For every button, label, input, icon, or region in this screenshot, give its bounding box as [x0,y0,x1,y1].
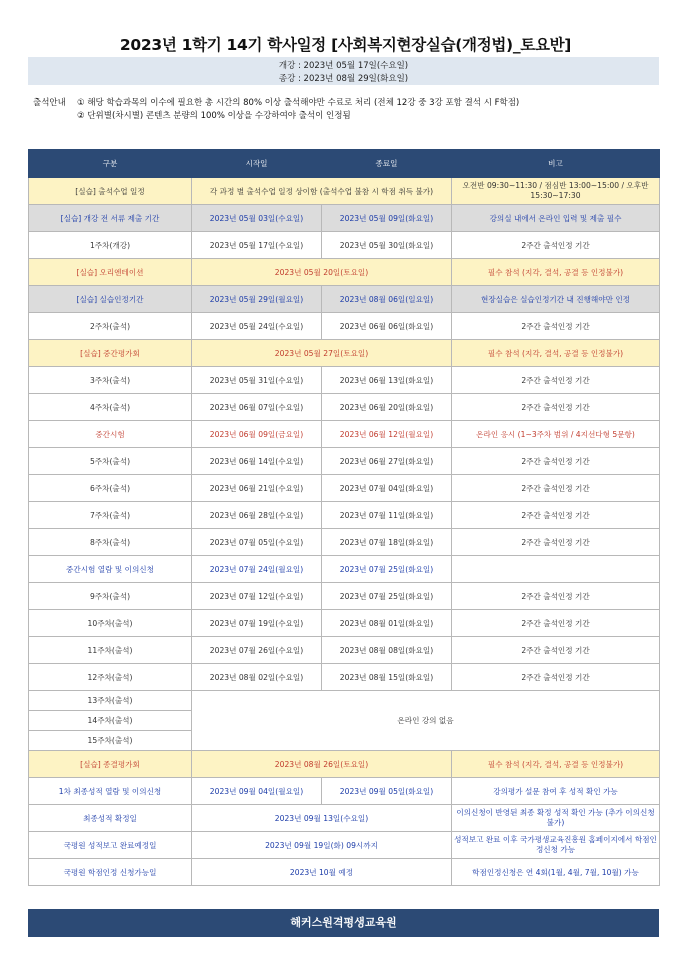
table-cell: 2023년 05월 17일(수요일) [192,232,322,259]
table-cell: 2주간 출석인정 기간 [452,610,660,637]
table-cell: [실습] 오리엔테이션 [29,259,192,286]
table-cell: 2023년 06월 20일(화요일) [322,394,452,421]
notice-line-1: ① 해당 학습과목의 이수에 필요한 총 시간의 80% 이상 출석해야만 수료로 처리 (전체 12강 중 3강 포함 결석 시 F학점) [77,98,520,108]
table-cell: 2023년 07월 04일(화요일) [322,475,452,502]
table-row [29,529,660,556]
table-cell: [실습] 종결평가회 [29,751,192,778]
table-row [29,610,660,637]
table-row [29,859,660,886]
table-cell: 1차 최종성적 열람 및 이의신청 [29,778,192,805]
table-cell: 2023년 06월 14일(수요일) [192,448,322,475]
table-cell: 2023년 06월 07일(수요일) [192,394,322,421]
schedule-table [28,149,660,886]
table-cell: 성적보고 완료 이후 국가평생교육진흥원 홈페이지에서 학점인정신청 가능 [452,832,660,859]
table-cell: 6주차(출석) [29,475,192,502]
table-cell: 최종성적 확정일 [29,805,192,832]
table-cell: 2023년 08월 26일(토요일) [192,751,452,778]
table-header-row [29,150,660,178]
table-cell: 국평원 학점인정 신청가능일 [29,859,192,886]
table-cell: 3주차(출석) [29,367,192,394]
table-cell: 2023년 10월 예정 [192,859,452,886]
table-cell: 2주간 출석인정 기간 [452,529,660,556]
table-cell: 2주간 출석인정 기간 [452,583,660,610]
table-cell: 오전반 09:30~11:30 / 점심반 13:00~15:00 / 오후반 15:30~17:30 [452,178,660,205]
table-cell: 2023년 09월 19일(화) 09시까지 [192,832,452,859]
footer-brand: 해커스원격평생교육원 [28,909,659,937]
table-cell: 2023년 08월 02일(수요일) [192,664,322,691]
table-row [29,259,660,286]
table-cell: 2주간 출석인정 기간 [452,232,660,259]
table-row [29,583,660,610]
table-cell: 2023년 06월 09일(금요일) [192,421,322,448]
table-row [29,448,660,475]
table-row [29,286,660,313]
table-cell: 2023년 06월 06일(화요일) [322,313,452,340]
table-cell: 2주간 출석인정 기간 [452,367,660,394]
table-cell: 14주차(출석) [29,711,192,731]
table-cell: 2023년 05월 31일(수요일) [192,367,322,394]
table-cell: 2023년 07월 19일(수요일) [192,610,322,637]
table-cell: 2023년 07월 26일(수요일) [192,637,322,664]
page-title: 2023년 1학기 14기 학사일정 [사회복지현장실습(개정법)_토요반] [119,36,572,54]
table-cell: 9주차(출석) [29,583,192,610]
table-cell: 2023년 06월 27일(화요일) [322,448,452,475]
table-cell: 2023년 08월 06일(일요일) [322,286,452,313]
table-cell: 2023년 06월 13일(화요일) [322,367,452,394]
table-cell: 중간시험 [29,421,192,448]
table-cell: 10주차(출석) [29,610,192,637]
table-cell: 2주간 출석인정 기간 [452,637,660,664]
table-cell: 2023년 06월 28일(수요일) [192,502,322,529]
term-dates [28,57,659,85]
table-row [29,832,660,859]
table-cell: 학점인정신청은 연 4회(1월, 4월, 7월, 10월) 가능 [452,859,660,886]
table-cell: [실습] 중간평가회 [29,340,192,367]
table-cell: 15주차(출석) [29,731,192,751]
table-row [29,178,660,205]
table-cell: 2주간 출석인정 기간 [452,448,660,475]
table-cell: 2023년 05월 20일(토요일) [192,259,452,286]
table-cell: 2023년 09월 04일(월요일) [192,778,322,805]
table-cell: 2023년 05월 09일(화요일) [322,205,452,232]
table-cell: 2023년 07월 05일(수요일) [192,529,322,556]
table-row [29,367,660,394]
table-cell: 12주차(출석) [29,664,192,691]
table-row [29,778,660,805]
notice-label: 출석안내 [33,98,66,108]
table-cell: 2주간 출석인정 기간 [452,313,660,340]
table-cell: 2주간 출석인정 기간 [452,394,660,421]
table-cell: 2023년 09월 05일(화요일) [322,778,452,805]
table-body [29,178,660,886]
table-row [29,691,660,711]
table-cell: 2023년 07월 12일(수요일) [192,583,322,610]
table-cell: [실습] 실습인정기간 [29,286,192,313]
table-row [29,313,660,340]
table-row [29,502,660,529]
table-row [29,232,660,259]
notice-line-2: ② 단위별(차시별) 콘텐츠 분량의 100% 이상을 수강하여야 출석이 인정됨 [77,111,351,121]
close-date: 종강 : 2023년 08월 29일(화요일) [278,74,409,84]
table-cell: 2023년 05월 30일(화요일) [322,232,452,259]
table-cell: 2023년 05월 29일(월요일) [192,286,322,313]
table-cell: 필수 참석 (지각, 결석, 공결 등 인정불가) [452,259,660,286]
table-cell: 강의평가 설문 참여 후 성적 확인 가능 [452,778,660,805]
table-cell: 2023년 06월 21일(수요일) [192,475,322,502]
table-cell: 2023년 08월 15일(화요일) [322,664,452,691]
table-row [29,637,660,664]
table-cell: 각 과정 별 출석수업 일정 상이함 (출석수업 불참 시 학점 취득 불가) [192,178,452,205]
table-cell: [실습] 출석수업 일정 [29,178,192,205]
table-cell: 2023년 05월 27일(토요일) [192,340,452,367]
header-category: 구분 [29,150,192,178]
open-date: 개강 : 2023년 05월 17일(수요일) [278,61,409,71]
table-cell: 국평원 성적보고 완료예정일 [29,832,192,859]
table-cell: 온라인 응시 (1~3주차 범위 / 4지선다형 5문항) [452,421,660,448]
table-row [29,394,660,421]
header-end: 종료일 [322,150,452,178]
table-cell: 강의실 내에서 온라인 입력 및 제출 필수 [452,205,660,232]
table-cell: 2주간 출석인정 기간 [452,664,660,691]
table-cell: 2023년 07월 18일(화요일) [322,529,452,556]
table-row [29,751,660,778]
table-cell: 필수 참석 (지각, 결석, 공결 등 인정불가) [452,340,660,367]
table-cell: 8주차(출석) [29,529,192,556]
table-cell: 2023년 07월 25일(화요일) [322,556,452,583]
table-cell: 2023년 07월 11일(화요일) [322,502,452,529]
table-row [29,556,660,583]
table-cell: 4주차(출석) [29,394,192,421]
table-cell: 필수 참석 (지각, 결석, 공결 등 인정불가) [452,751,660,778]
table-cell: 2023년 05월 03일(수요일) [192,205,322,232]
table-row [29,664,660,691]
table-cell: 2023년 07월 24일(월요일) [192,556,322,583]
header-start: 시작일 [192,150,322,178]
table-cell: 2023년 07월 25일(화요일) [322,583,452,610]
table-cell: 중간시험 열람 및 이의신청 [29,556,192,583]
table-cell: 1주차(개강) [29,232,192,259]
table-cell: 2023년 08월 08일(화요일) [322,637,452,664]
no-lecture-cell: 온라인 강의 없음 [192,691,660,751]
table-row [29,421,660,448]
table-cell: [실습] 개강 전 서류 제출 기간 [29,205,192,232]
header-note: 비고 [452,150,660,178]
table-cell: 2주간 출석인정 기간 [452,475,660,502]
table-cell: 2023년 09월 13일(수요일) [192,805,452,832]
table-row [29,805,660,832]
table-cell: 2023년 06월 12일(월요일) [322,421,452,448]
table-cell: 2주간 출석인정 기간 [452,502,660,529]
table-cell [452,556,660,583]
table-cell: 5주차(출석) [29,448,192,475]
table-cell: 이의신청이 반영된 최종 확정 성적 확인 가능 (추가 이의신청 불가) [452,805,660,832]
table-cell: 11주차(출석) [29,637,192,664]
table-row [29,205,660,232]
table-cell: 2023년 05월 24일(수요일) [192,313,322,340]
table-cell: 현장실습은 실습인정기간 내 진행해야만 인정 [452,286,660,313]
table-cell: 7주차(출석) [29,502,192,529]
table-cell: 2주차(출석) [29,313,192,340]
table-cell: 13주차(출석) [29,691,192,711]
table-row [29,340,660,367]
table-cell: 2023년 08월 01일(화요일) [322,610,452,637]
table-row [29,475,660,502]
